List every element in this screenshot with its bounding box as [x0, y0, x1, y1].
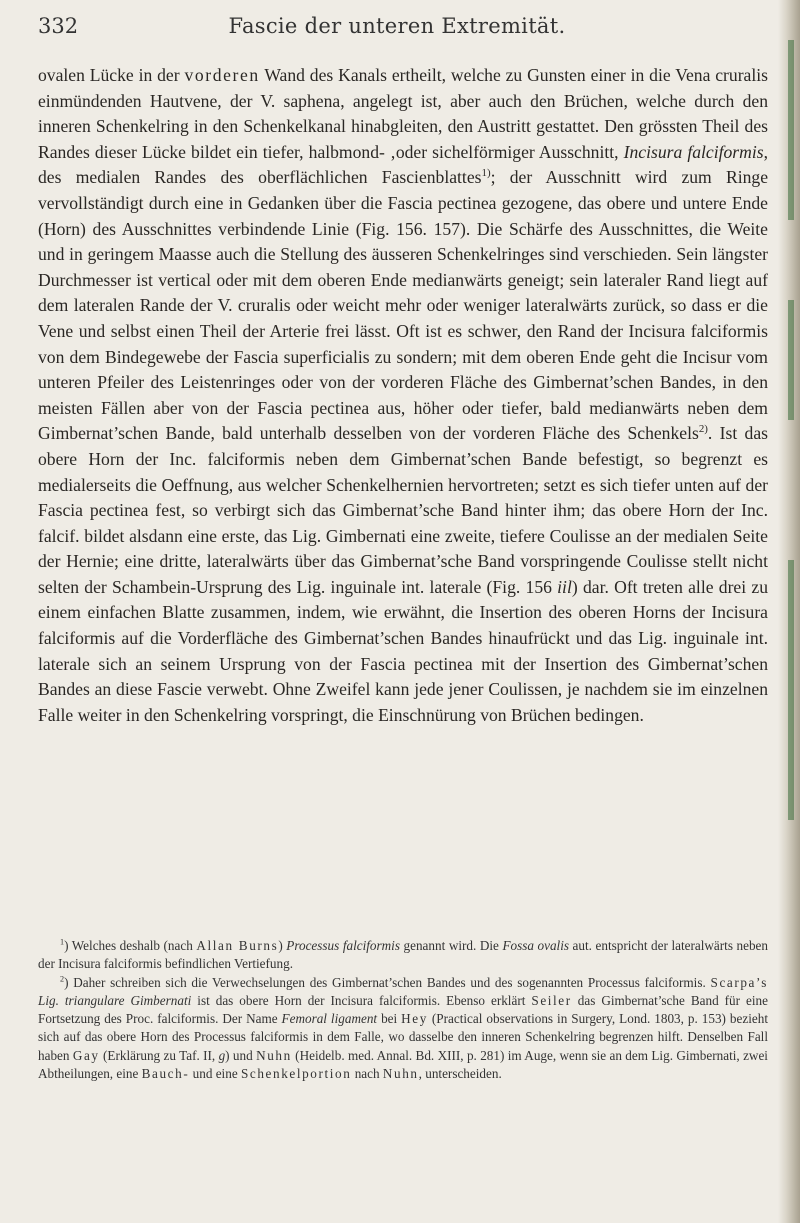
page-number: 332 — [38, 14, 79, 38]
footnote — [38, 974, 768, 1084]
italic-term: iil — [557, 576, 572, 597]
running-title: Fascie der unteren Extremität. — [228, 14, 566, 38]
italic-term: g — [218, 1047, 226, 1063]
edge-stain — [788, 40, 794, 220]
text-run: aut. entspricht der lateralwärts neben der Incisura falciformis befindlichen Vertiefung. — [38, 938, 768, 972]
spaced-name: Hey — [401, 1011, 428, 1027]
text-run: ) — [278, 938, 287, 953]
text-run: ) Welches deshalb (nach — [64, 938, 197, 953]
edge-stain — [788, 300, 794, 420]
text-run: ovalen Lücke in der — [38, 65, 185, 85]
spaced-name: Nuhn — [382, 1066, 419, 1082]
text-run: ist das obere Horn der Incisura falciformis. Ebenso erklärt — [191, 992, 532, 1008]
text-run: und eine — [189, 1066, 241, 1082]
italic-term: Fossa ovalis — [502, 938, 569, 953]
text-run: (Erklärung zu Taf. II, — [99, 1047, 219, 1063]
footnote — [38, 937, 768, 974]
text-run: ) und — [225, 1047, 257, 1063]
spaced-name: Gay — [72, 1047, 100, 1063]
main-text — [38, 63, 768, 728]
italic-term: Lig. triangulare Gimbernati — [38, 992, 192, 1008]
text-run: nach — [351, 1066, 383, 1082]
spaced-name: Allan Burns — [196, 938, 279, 953]
text-run: (Practical observations in Surgery, Lond. 1803, p. 153) bezieht sich auf das obere Horn des Processus falciformis in dem Falle, wo dasselbe den inneren Schenkelring begrenzen hilft. Denselben Fall haben — [38, 1011, 768, 1063]
spaced-name: Scarpa’s — [710, 974, 768, 990]
footnote-ref: 2) — [698, 423, 708, 436]
footnote-ref: 1 — [60, 937, 65, 947]
text-run: das Gimbernat’sche Band für eine Fortsetzung des Proc. falciformis. Der Name — [38, 992, 768, 1027]
edge-stain — [788, 560, 794, 820]
spaced-name: Nuhn — [256, 1047, 292, 1063]
text-run: ) Daher schreiben sich die Verwechselungen des Gimbernat’schen Bandes und des sogenannten Processus falciformis. — [64, 974, 711, 990]
text-run: (Heidelb. med. Annal. Bd. XIII, p. 281) im Auge, wenn sie an dem Lig. Gimbernati, zwei Abtheilungen, eine — [38, 1047, 768, 1082]
text-run: ) dar. Oft treten alle drei zu einem einfachen Blatte zusammen, indem, wie erwähnt, die Insertion des oberen Horns der Incisura falciformis auf die Vorderfläche des Gimbernat’schen Bandes hinaufrückt und das Lig. inguinale int. laterale sich an seinem Ursprung von der Fascia pectinea mit der Insertion des Gimbernat’schen Bandes an diese Fascie verwebt. Ohne Zweifel kann jede jener Coulissen, je nachdem sie im einzelnen Falle weiter in den Schenkelring vorspringt, die Einschnürung von Brüchen bedingen. — [38, 576, 768, 725]
footnote-ref: 1) — [481, 167, 491, 180]
text-run: , des medialen Randes des oberflächlichen Fascienblattes — [38, 141, 768, 188]
footnotes — [38, 937, 768, 1083]
page-header — [38, 14, 756, 40]
italic-term: Processus falciformis — [286, 938, 400, 953]
text-run: . Ist das obere Horn der Inc. falciformis neben dem Gimbernat’schen Bande befestigt, so begrenzt es medialerseits die Oeffnung, aus welcher Schenkelhernien hervortreten; setzt es sich tiefer unten auf der Fascia pectinea fest, so verbirgt sich das Gimbernat’sche Band hinter ihm; das obere Horn der Inc. falcif. bildet alsdann eine erste, das Lig. Gimbernati eine zweite, tiefere Coulisse an der medialen Seite der Hernie; eine dritte, lateralwärts über das Gimbernat’sche Band vorspringende Coulisse stellt nicht selten der Schambein-Ursprung des Lig. inguinale int. laterale (Fig. 156 — [38, 423, 768, 597]
italic-term: Incisura falciformis — [623, 141, 764, 162]
spaced-name: Bauch- — [141, 1066, 190, 1082]
spaced-name: Schenkelportion — [240, 1066, 352, 1082]
spaced-name: Seiler — [531, 992, 572, 1008]
body-paragraph — [38, 63, 768, 728]
footnote-ref: 2 — [60, 974, 65, 984]
text-run: genannt wird. Die — [399, 938, 503, 953]
text-run: bei — [377, 1011, 402, 1027]
italic-term: Femoral ligament — [281, 1011, 378, 1027]
text-run: , unterscheiden. — [418, 1066, 502, 1082]
text-run: Wand des Kanals ertheilt, welche zu Gunsten einer in die Vena cruralis einmündenden Hautvene, der V. saphena, angelegt ist, aber auch den Brüchen, welche durch den inneren Schenkelring in den Schenkelkanal hinabgleiten, den Austritt gestattet. Den grössten Theil des Randes dieser Lücke bildet ein tiefer, halbmond- ‚oder sichelförmiger Ausschnitt, — [38, 65, 768, 162]
page-edge-shadow — [778, 0, 800, 1223]
text-run: ; der Ausschnitt wird zum Ringe vervollständigt durch eine in Gedanken über die Fascia pectinea gezogene, das obere und untere Ende (Horn) des Ausschnittes verbindende Linie (Fig. 156. 157). Die Schärfe des Ausschnittes, die Weite und in geringem Maasse auch die Stellung des äusseren Schenkelringes sind verschieden. Sein längster Durchmesser ist vertical oder mit dem oberen Ende medianwärts geneigt; sein lateraler Rand liegt auf dem lateralen Rande der V. cruralis oder weicht mehr oder weniger lateralwärts zurück, so dass er die Vene und selbst einen Theil der Arterie frei lässt. Oft ist es schwer, den Rand der Incisura falciformis von dem Bindegewebe der Fascia superficialis zu sondern; mit dem oberen Ende geht die Incisur vom unteren Pfeiler des Leistenringes oder von der vorderen Fläche des Gimbernat’schen Bandes, in den meisten Fällen aber von der Fascia pectinea aus, höher oder tiefer, bald medianwärts neben dem Gimbernat’schen Bande, bald unterhalb desselben von der vorderen Fläche des Schenkels — [38, 167, 768, 444]
spaced-name: vorderen — [184, 65, 260, 85]
